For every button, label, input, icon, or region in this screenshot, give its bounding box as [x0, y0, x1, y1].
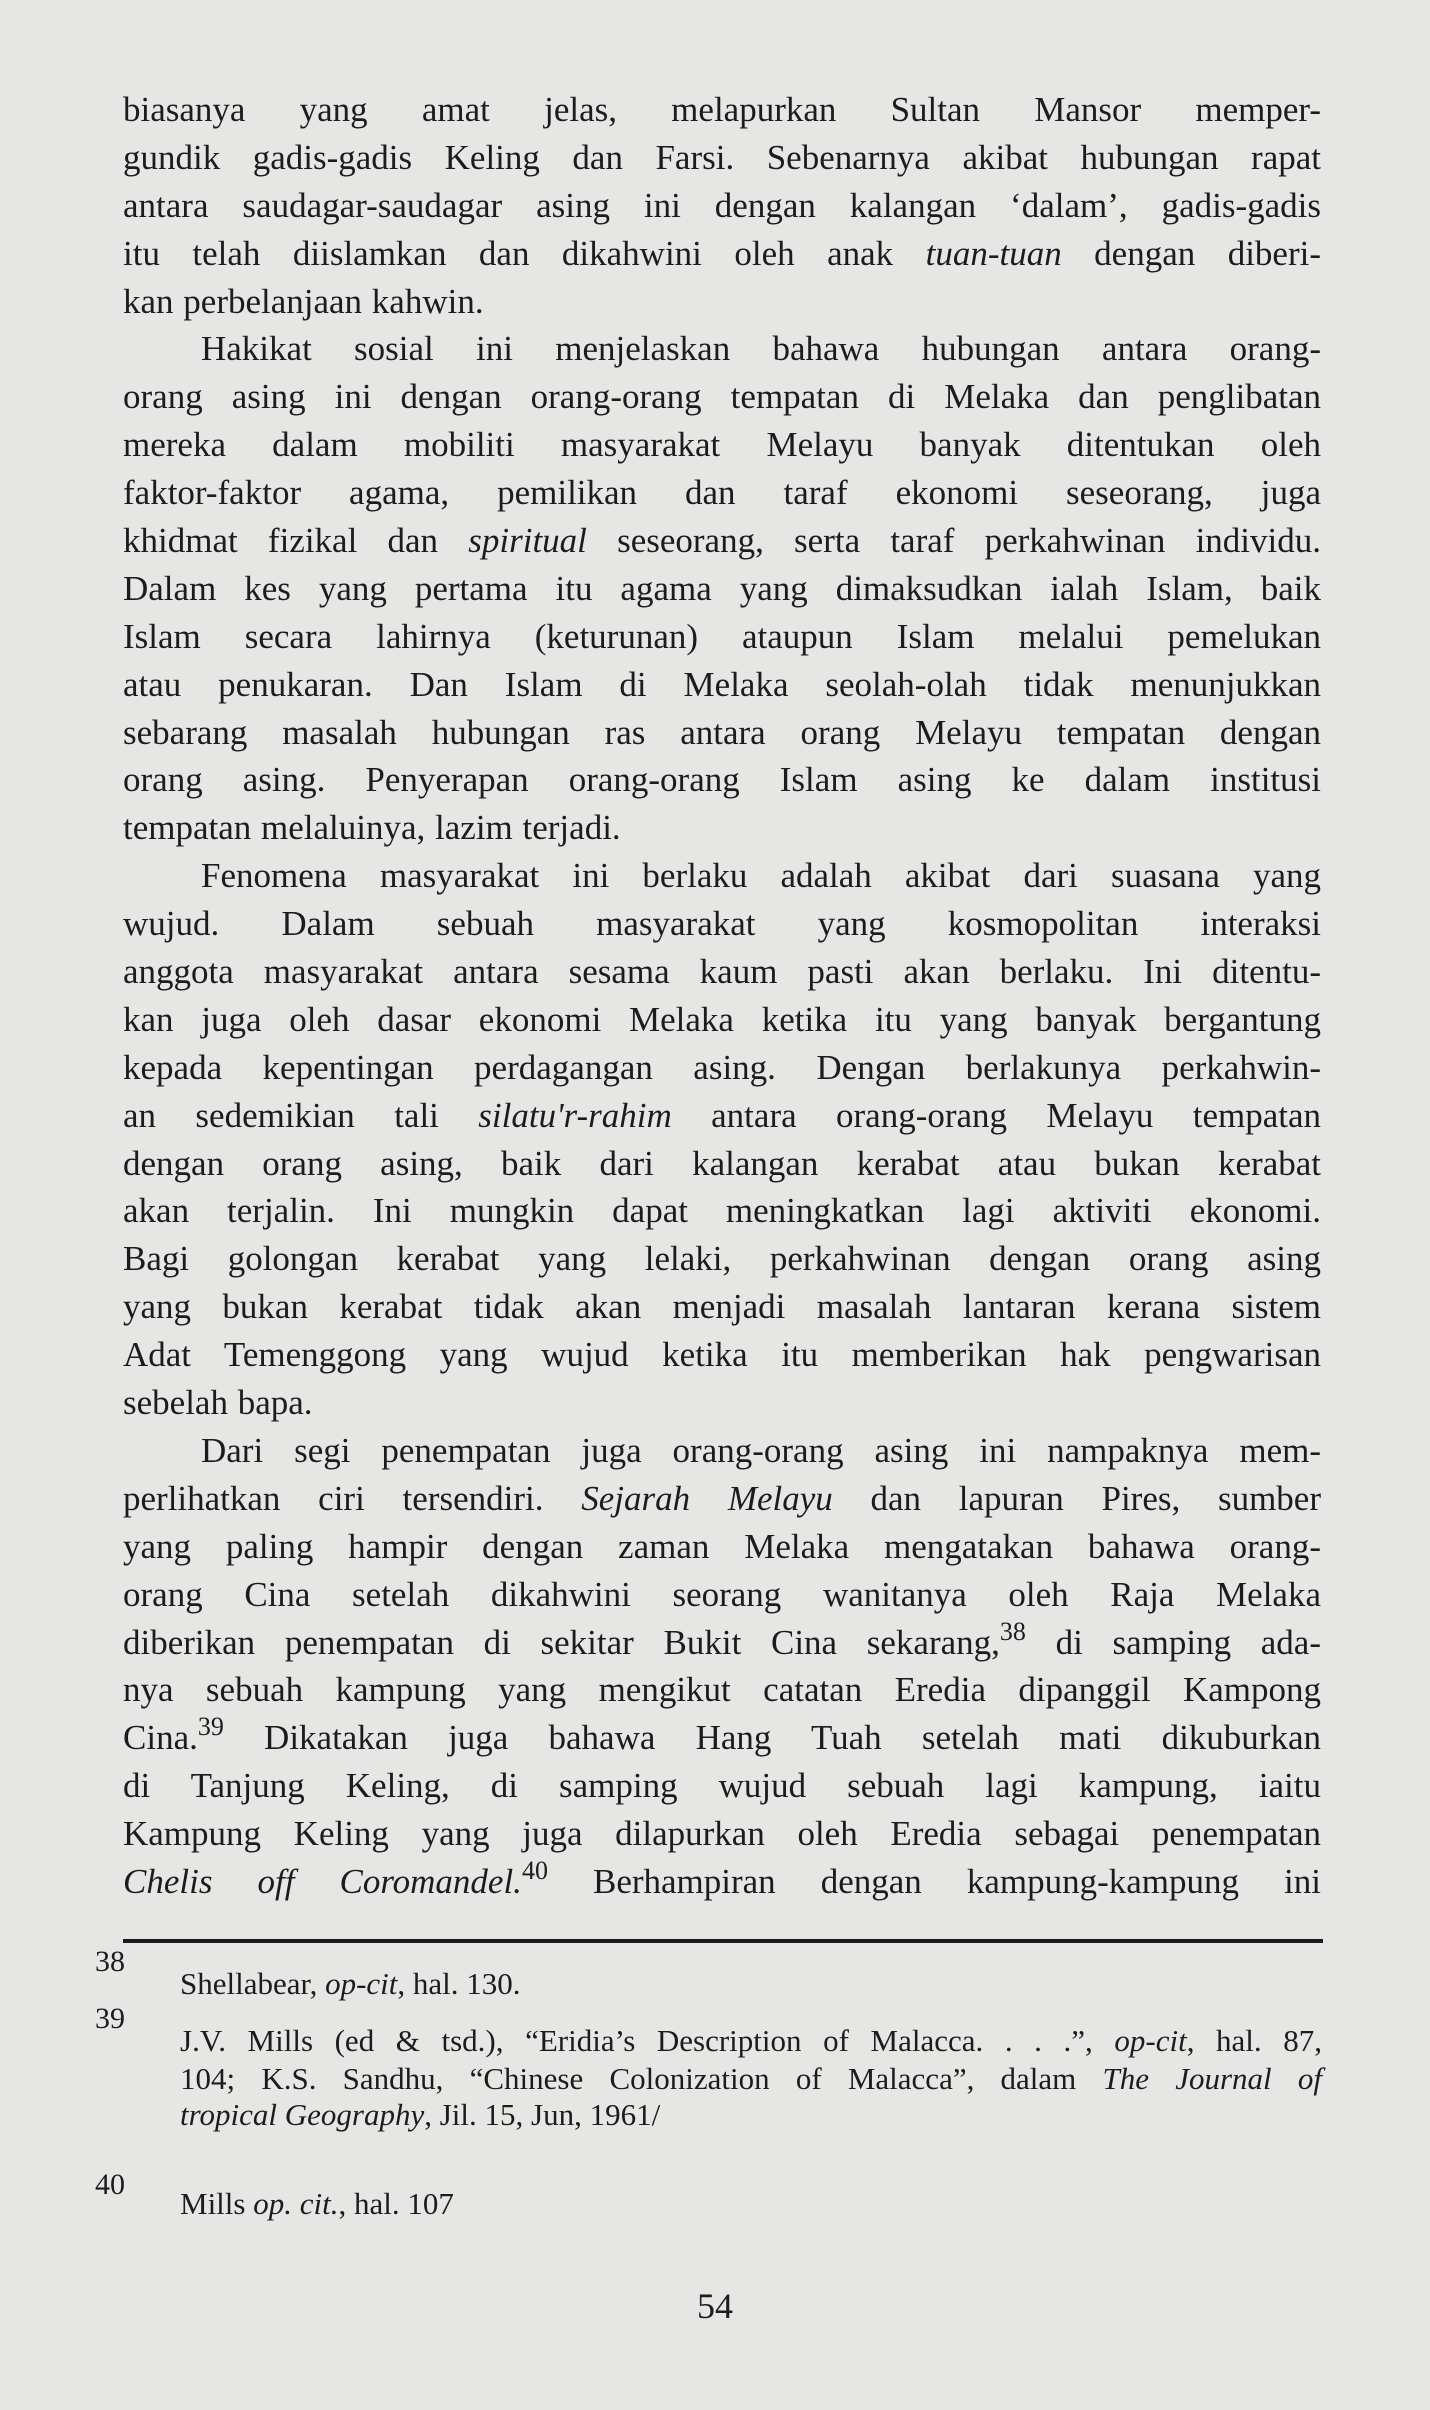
text-line: [123, 709, 1321, 757]
footnote-reference: 40: [521, 1855, 548, 1885]
italic-text: op. cit.: [253, 2186, 339, 2221]
text-segment: faktor-faktor agama, pemilikan dan taraf ekonomi seseorang, juga: [123, 473, 1321, 513]
text-segment: antara saudagar-saudagar asing ini dengan kalangan ‘dalam’, gadis-gadis: [123, 185, 1321, 225]
text-line: [123, 1571, 1321, 1619]
italic-text: The Journal of: [1102, 2061, 1322, 2096]
text-line: [123, 1283, 1321, 1331]
footnote-reference: 38: [999, 1616, 1026, 1646]
text-segment: orang asing. Penyerapan orang-orang Islam asing ke dalam institusi: [123, 760, 1321, 800]
body-text: [123, 86, 1321, 1906]
text-segment: yang bukan kerabat tidak akan menjadi masalah lantaran kerana sistem: [123, 1287, 1321, 1327]
paragraph: [123, 86, 1321, 325]
italic-text: tropical Geography: [180, 2097, 425, 2132]
text-segment: Bagi golongan kerabat yang lelaki, perkahwinan dengan orang asing: [123, 1239, 1321, 1279]
text-segment: yang paling hampir dengan zaman Melaka mengatakan bahawa orang-: [123, 1526, 1321, 1566]
text-segment: an sedemikian tali: [123, 1095, 479, 1135]
text-line: [123, 1140, 1321, 1188]
text-segment: Hakikat sosial ini menjelaskan bahawa hubungan antara orang-: [201, 329, 1321, 369]
text-segment: , Jil. 15, Jun, 1961/: [424, 2097, 661, 2132]
page-number: 54: [697, 2286, 733, 2326]
footnote-line: [180, 2186, 1322, 2222]
footnote-divider: [123, 1939, 1323, 1943]
text-segment: dan lapuran Pires, sumber: [832, 1478, 1321, 1518]
text-segment: , hal. 87,: [1186, 2023, 1322, 2058]
text-segment: Dari segi penempatan juga orang-orang asing ini nampaknya mem-: [201, 1430, 1321, 1470]
text-line: [123, 756, 1321, 804]
text-segment: atau penukaran. Dan Islam di Melaka seolah-olah tidak menunjukkan: [123, 664, 1321, 704]
text-line: [123, 1427, 1321, 1475]
text-segment: mereka dalam mobiliti masyarakat Melayu banyak ditentukan oleh: [123, 425, 1321, 465]
text-line: [123, 325, 1321, 373]
text-segment: tempatan melaluinya, lazim terjadi.: [123, 808, 621, 848]
italic-text: spiritual: [468, 521, 587, 561]
text-segment: Kampung Keling yang juga dilapurkan oleh Eredia sebagai penempatan: [123, 1814, 1321, 1854]
footnote-number: 38: [95, 1945, 125, 1978]
italic-text: op-cit: [1114, 2023, 1187, 2058]
text-line: [123, 182, 1321, 230]
text-line: [123, 373, 1321, 421]
text-segment: orang Cina setelah dikahwini seorang wanitanya oleh Raja Melaka: [123, 1574, 1321, 1614]
text-segment: Dikatakan juga bahawa Hang Tuah setelah mati dikuburkan: [223, 1718, 1321, 1758]
text-segment: itu telah diislamkan dan dikahwini oleh anak: [123, 233, 926, 273]
text-segment: dengan orang asing, baik dari kalangan kerabat atau bukan kerabat: [123, 1143, 1321, 1183]
italic-text: op-cit: [325, 1966, 398, 2001]
text-segment: Berhampiran dengan kampung-kampung ini: [547, 1861, 1321, 1901]
text-segment: wujud. Dalam sebuah masyarakat yang kosmopolitan interaksi: [123, 904, 1321, 944]
text-line: [123, 948, 1321, 996]
text-segment: nya sebuah kampung yang mengikut catatan Eredia dipanggil Kampong: [123, 1670, 1321, 1710]
text-segment: Islam secara lahirnya (keturunan) ataupun Islam melalui pemelukan: [123, 616, 1321, 656]
text-segment: di Tanjung Keling, di samping wujud sebuah lagi kampung, iaitu: [123, 1766, 1321, 1806]
text-line: [123, 86, 1321, 134]
text-line: [123, 852, 1321, 900]
text-segment: akan terjalin. Ini mungkin dapat meningkatkan lagi aktiviti ekonomi.: [123, 1191, 1321, 1231]
footnote-line: [180, 2023, 1322, 2059]
text-line: [123, 469, 1321, 517]
text-segment: Mills: [180, 2186, 254, 2221]
text-line: [123, 1523, 1321, 1571]
text-segment: khidmat fizikal dan: [123, 521, 469, 561]
text-segment: , hal. 107: [338, 2186, 454, 2221]
footnote-reference: 39: [197, 1712, 224, 1742]
text-segment: Shellabear,: [180, 1966, 326, 2001]
text-line: [123, 1044, 1321, 1092]
footnote-line: [180, 2061, 1322, 2097]
italic-text: silatu'r-rahim: [478, 1095, 672, 1135]
footnote-number: 40: [95, 2168, 125, 2201]
text-segment: di samping ada-: [1025, 1622, 1321, 1662]
text-segment: anggota masyarakat antara sesama kaum pasti akan berlaku. Ini ditentu-: [123, 952, 1321, 992]
text-line: [123, 517, 1321, 565]
italic-text: Sejarah Melayu: [581, 1478, 833, 1518]
text-line: [123, 1810, 1321, 1858]
text-segment: J.V. Mills (ed & tsd.), “Eridia’s Description of Malacca. . . .”,: [180, 2023, 1115, 2058]
text-line: [123, 1714, 1321, 1762]
italic-text: tuan-tuan: [925, 233, 1062, 273]
text-segment: perlihatkan ciri tersendiri.: [123, 1478, 582, 1518]
text-segment: kepada kepentingan perdagangan asing. Dengan berlakunya perkahwin-: [123, 1047, 1321, 1087]
italic-text: Chelis off Coromandel.: [123, 1861, 522, 1901]
text-line: [123, 613, 1321, 661]
text-segment: sebelah bapa.: [123, 1383, 313, 1423]
text-segment: antara orang-orang Melayu tempatan: [671, 1095, 1321, 1135]
text-line: [123, 804, 1321, 852]
text-line: [123, 1187, 1321, 1235]
footnote-line: [180, 1966, 1322, 2002]
text-segment: diberikan penempatan di sekitar Bukit Cina sekarang,: [123, 1622, 1000, 1662]
paragraph: [123, 852, 1321, 1427]
text-line: [123, 278, 1321, 326]
text-line: [123, 1475, 1321, 1523]
footnote-number: 39: [95, 2002, 125, 2035]
text-line: [123, 1379, 1321, 1427]
text-line: [123, 1235, 1321, 1283]
paragraph: [123, 1427, 1321, 1906]
text-line: [123, 1666, 1321, 1714]
text-segment: biasanya yang amat jelas, melapurkan Sultan Mansor memper-: [123, 90, 1321, 129]
text-line: [123, 1092, 1321, 1140]
text-segment: kan perbelanjaan kahwin.: [123, 281, 484, 321]
text-line: [123, 1616, 1321, 1667]
paragraph: [123, 325, 1321, 852]
text-segment: Dalam kes yang pertama itu agama yang dimaksudkan ialah Islam, baik: [123, 568, 1321, 608]
text-line: [123, 661, 1321, 709]
text-segment: kan juga oleh dasar ekonomi Melaka ketika itu yang banyak bergantung: [123, 999, 1321, 1039]
text-line: [123, 1762, 1321, 1810]
text-segment: sebarang masalah hubungan ras antara orang Melayu tempatan dengan: [123, 712, 1321, 752]
text-line: [123, 565, 1321, 613]
footnote-line: [180, 2097, 1322, 2133]
text-line: [123, 900, 1321, 948]
text-line: [123, 1855, 1321, 1906]
text-line: [123, 996, 1321, 1044]
text-line: [123, 230, 1321, 278]
text-line: [123, 421, 1321, 469]
text-segment: Cina.: [123, 1718, 198, 1758]
text-segment: , hal. 130.: [397, 1966, 521, 2001]
text-segment: seseorang, serta taraf perkahwinan individu.: [586, 521, 1322, 561]
text-segment: orang asing ini dengan orang-orang tempatan di Melaka dan penglibatan: [123, 377, 1321, 417]
text-segment: Fenomena masyarakat ini berlaku adalah akibat dari suasana yang: [201, 856, 1321, 896]
text-line: [123, 1331, 1321, 1379]
text-segment: gundik gadis-gadis Keling dan Farsi. Sebenarnya akibat hubungan rapat: [123, 137, 1321, 177]
text-segment: 104; K.S. Sandhu, “Chinese Colonization of Malacca”, dalam: [180, 2061, 1103, 2096]
text-line: [123, 134, 1321, 182]
text-segment: dengan diberi-: [1061, 233, 1321, 273]
text-segment: Adat Temenggong yang wujud ketika itu memberikan hak pengwarisan: [123, 1335, 1321, 1375]
